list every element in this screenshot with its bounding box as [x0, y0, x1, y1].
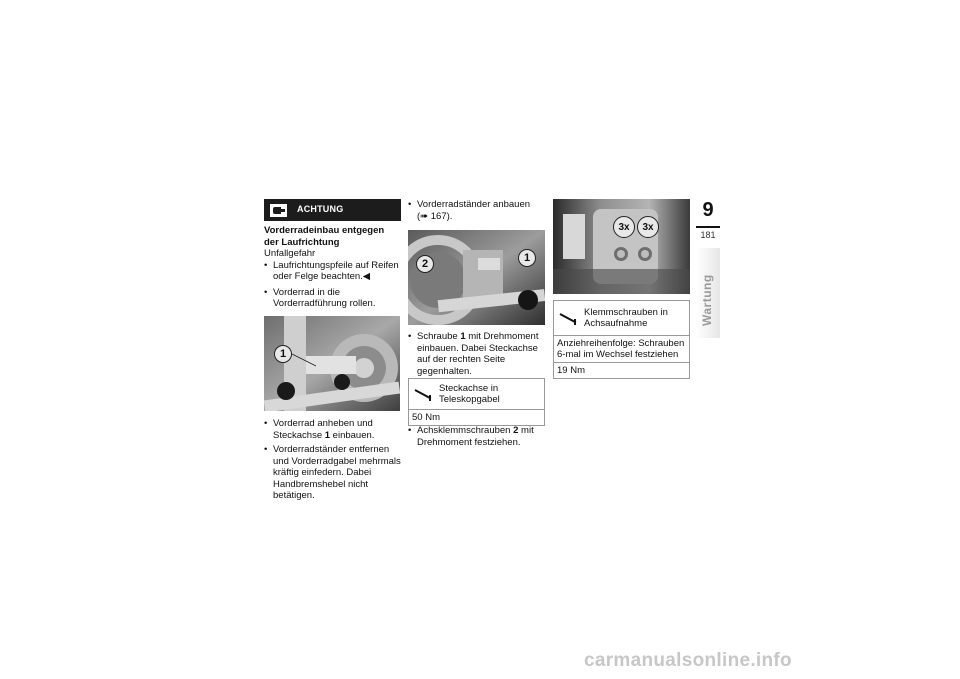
- torque-table-clamp: [553, 300, 690, 379]
- bullet-text: Vorderradständer anbauen: [417, 199, 531, 210]
- photo-front-axle: [264, 316, 400, 411]
- torque-label: Steckachse in Teleskopgabel: [439, 383, 500, 405]
- column-2-bottom: [408, 425, 545, 451]
- photo-clamp-screws: [553, 199, 690, 294]
- callout-2: 2: [416, 255, 434, 273]
- bullet-ref: 1: [460, 331, 466, 342]
- bullet-text: Vorderrad in die Vorderradführung rollen.: [273, 286, 376, 309]
- bullet-text: Laufrichtungspfeile auf Reifen oder Felge beachten.: [273, 259, 399, 282]
- hand-pointing-icon: [270, 204, 287, 217]
- list-item: [408, 425, 545, 448]
- callout-1: 1: [518, 249, 536, 267]
- column-1: [264, 199, 401, 313]
- warning-heading: Vorderradeinbau entgegen der Laufrichtung: [264, 225, 385, 248]
- photo-axle-screw: [408, 230, 545, 325]
- bullet-text: mit Drehmoment einbauen. Dabei Steckachse auf der rechten Seite gegenhalten.: [417, 331, 539, 377]
- callout-1: 1: [274, 345, 292, 363]
- bullet-text: Achsklemmschrauben: [417, 425, 514, 436]
- torque-wrench-icon: [415, 387, 435, 401]
- column-2-mid: [408, 331, 545, 380]
- screw-illustration: [408, 230, 545, 325]
- warning-subheading: Unfallgefahr: [264, 248, 316, 259]
- warning-box: [264, 199, 401, 221]
- chapter-title: Wartung: [700, 274, 714, 326]
- chapter-number: 9: [702, 199, 714, 221]
- torque-table-axle: [408, 378, 545, 426]
- list-item: [264, 287, 401, 310]
- page-reference: (➠ 167).: [417, 210, 453, 222]
- torque-header: [554, 301, 689, 335]
- column-2: [408, 199, 545, 225]
- axle-illustration: [264, 316, 400, 411]
- bullet-text: Schraube: [417, 331, 461, 342]
- bullet-text: Vorderrad anheben und Steckachse: [273, 418, 373, 441]
- list-item: [408, 199, 545, 222]
- list-item: [408, 331, 545, 377]
- list-item: [264, 444, 401, 502]
- bullet-ref: 1: [324, 429, 331, 441]
- clamp-illustration: [553, 199, 690, 294]
- list-item: [264, 260, 401, 283]
- callout-3x-left: 3x: [613, 216, 635, 238]
- warning-label: ACHTUNG: [297, 204, 344, 215]
- torque-wrench-icon: [560, 311, 580, 325]
- torque-header: [409, 379, 544, 409]
- bullet-text: Vorderradständer entfernen und Vorderradgabel mehrmals kräftig einfedern. Dabei Handbremshebel nicht betätigen.: [273, 444, 401, 501]
- bullet-ref: 2: [513, 425, 519, 436]
- callout-3x-right: 3x: [637, 216, 659, 238]
- torque-label: Klemmschrauben in Achsaufnahme: [584, 307, 668, 329]
- column-1-bottom: [264, 418, 401, 505]
- watermark: carmanualsonline.info: [584, 650, 792, 671]
- torque-value: 19 Nm: [554, 362, 689, 378]
- list-item: [264, 418, 401, 441]
- bullet-text: mit Drehmoment festziehen.: [417, 425, 534, 448]
- page-number: 181: [696, 226, 720, 240]
- end-marker: ◀: [362, 271, 371, 282]
- bullet-text: einbauen.: [330, 429, 375, 441]
- torque-note: Anziehreihenfolge: Schrauben 6-mal im Wechsel festziehen: [554, 335, 689, 362]
- torque-value: 50 Nm: [409, 409, 544, 425]
